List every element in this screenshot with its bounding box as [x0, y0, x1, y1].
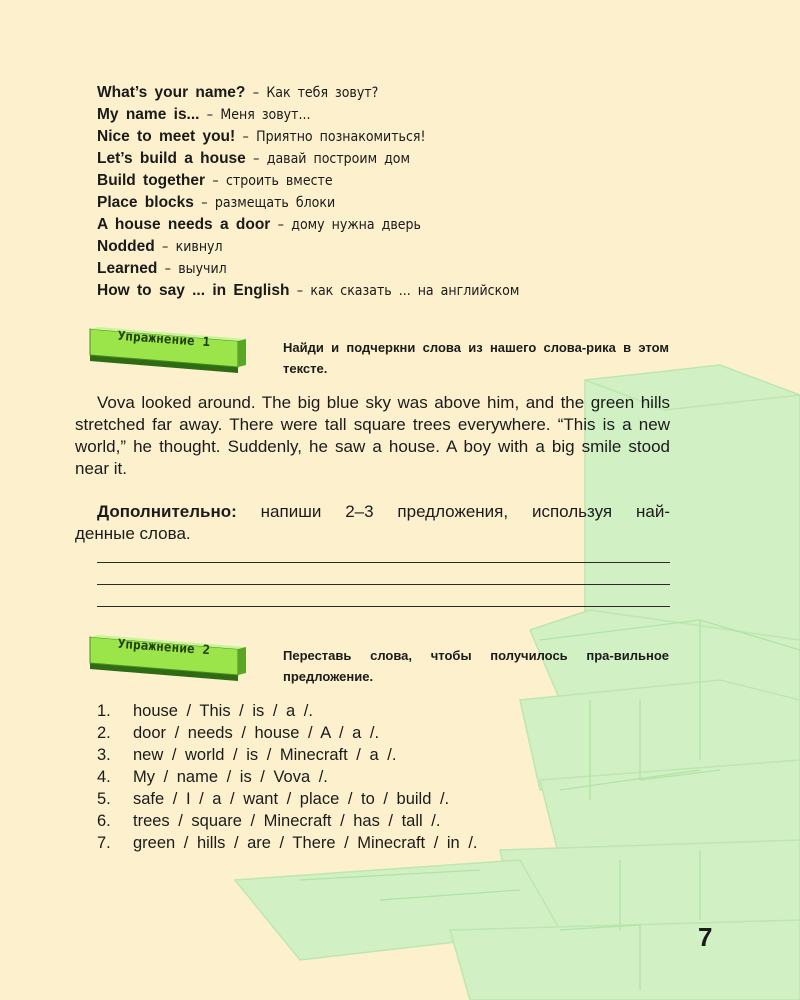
list-item-text: new / world / is / Minecraft / a /. [133, 746, 397, 764]
list-item-text: door / needs / house / A / a /. [133, 724, 380, 742]
additional-task-text-2: денные слова. [75, 524, 191, 543]
exercise-2-badge [88, 635, 238, 669]
exercise-1-badge [88, 327, 238, 361]
page-number: 7 [698, 922, 713, 952]
vocab-dash: – [253, 151, 260, 167]
vocab-item [97, 214, 697, 236]
vocab-dash: – [212, 173, 219, 189]
additional-task-text-1: напиши 2–3 предложения, используя най- [260, 502, 670, 521]
additional-task-line-1 [75, 501, 670, 523]
vocab-russian: Меня зовут... [220, 107, 311, 123]
list-item-text: green / hills / are / There / Minecraft / in /. [133, 834, 478, 852]
exercise-2-instruction: Переставь слова, чтобы получилось пра-вильное предложение. [283, 648, 669, 684]
additional-task-label: Дополнительно: [97, 502, 237, 521]
list-item-text: safe / I / a / want / place / to / build /. [133, 790, 450, 808]
list-item-number: 5. [97, 790, 111, 808]
list-item-number: 6. [97, 812, 111, 830]
exercise-1-text-body: Vova looked around. The big blue sky was above him, and the green hills stretched far away. There were tall square trees everywhere. “This is a new world,” he thought. Suddenly, he saw a house. A boy with a big smile stood near it. [75, 393, 670, 478]
vocab-item [97, 126, 697, 148]
vocab-russian: давай построим дом [266, 151, 410, 167]
vocab-item [97, 258, 697, 280]
additional-task [75, 501, 670, 545]
list-item [97, 832, 657, 854]
vocab-english: What’s your name? [97, 84, 246, 101]
vocab-russian: как сказать ... на английском [310, 283, 520, 299]
list-item-number: 7. [97, 834, 111, 852]
list-item-number: 1. [97, 702, 111, 720]
writing-line[interactable] [97, 562, 670, 563]
vocab-english: Build together [97, 172, 206, 189]
vocab-dash: – [277, 217, 284, 233]
vocab-english: Place blocks [97, 194, 194, 211]
vocab-english: A house needs a door [97, 216, 271, 233]
vocab-item [97, 280, 697, 302]
writing-line[interactable] [97, 606, 670, 607]
vocab-english: Nice to meet you! [97, 128, 236, 145]
vocab-item [97, 148, 697, 170]
vocab-english: How to say ... in English [97, 282, 290, 299]
list-item [97, 744, 657, 766]
list-item [97, 766, 657, 788]
vocab-item [97, 82, 697, 104]
exercise-1-instruction: Найди и подчеркни слова из нашего слова-рика в этом тексте. [283, 340, 669, 376]
list-item-text: house / This / is / a /. [133, 702, 313, 720]
list-item [97, 722, 657, 744]
vocab-russian: строить вместе [225, 173, 333, 189]
vocab-dash: – [162, 239, 169, 255]
list-item-number: 2. [97, 724, 111, 742]
list-item-number: 3. [97, 746, 111, 764]
vocab-dash: – [296, 283, 304, 299]
vocab-russian: Приятно познакомиться! [256, 129, 426, 145]
list-item-number: 4. [97, 768, 111, 786]
vocab-english: Nodded [97, 238, 155, 255]
vocabulary-list [97, 82, 697, 302]
list-item-text: My / name / is / Vova /. [133, 768, 328, 786]
vocab-dash: – [242, 129, 249, 145]
vocab-russian: размещать блоки [214, 195, 336, 211]
vocab-dash: – [164, 261, 171, 277]
vocab-item [97, 104, 697, 126]
vocab-dash: – [206, 107, 214, 123]
vocab-dash: – [252, 85, 260, 101]
list-item-text: trees / square / Minecraft / has / tall /. [133, 812, 441, 830]
exercise-1-badge-label: Упражнение 1 [117, 327, 211, 350]
vocab-item [97, 236, 697, 258]
exercise-1-text [75, 392, 670, 480]
writing-line[interactable] [97, 584, 670, 585]
vocab-item [97, 170, 697, 192]
exercise-2-list [97, 700, 657, 854]
list-item [97, 810, 657, 832]
list-item [97, 700, 657, 722]
vocab-english: My name is... [97, 106, 200, 123]
vocab-russian: кивнул [175, 239, 223, 255]
vocab-russian: дому нужна дверь [291, 217, 421, 233]
exercise-2-badge-label: Упражнение 2 [117, 635, 211, 658]
list-item [97, 788, 657, 810]
vocab-english: Learned [97, 260, 158, 277]
vocab-english: Let’s build a house [97, 150, 246, 167]
vocab-russian: выучил [178, 261, 227, 277]
vocab-dash: – [201, 195, 208, 211]
vocab-item [97, 192, 697, 214]
vocab-russian: Как тебя зовут? [266, 85, 379, 101]
